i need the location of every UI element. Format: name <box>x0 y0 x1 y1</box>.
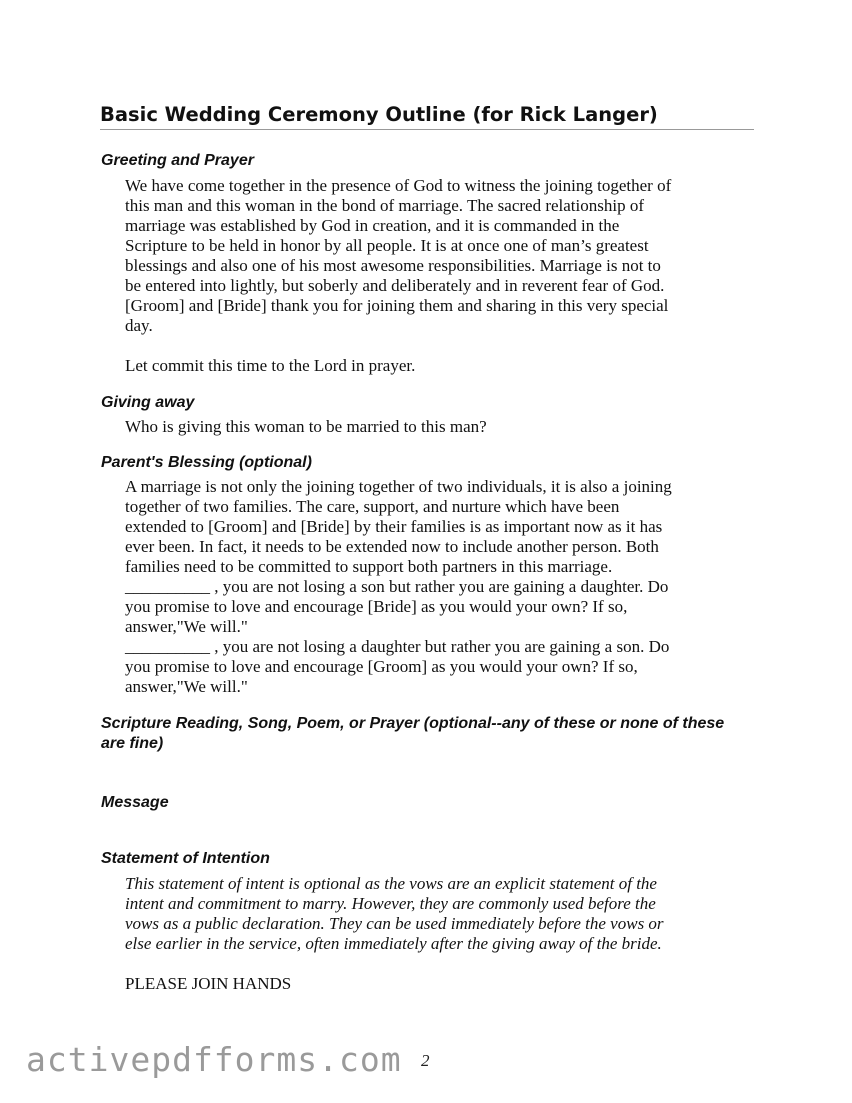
prayer-paragraph: Let commit this time to the Lord in prayer. <box>125 356 416 375</box>
intention-paragraph: This statement of intent is optional as the vows are an explicit statement of the intent and commitment to marry. However, they are commonly used before the vows as a public declaration. They can be used immediately before the vows or else earlier in the service, often immediately after the giving away of the bride. <box>125 874 664 953</box>
page-number: 2 <box>421 1051 430 1070</box>
section-heading-parents-blessing: Parent's Blessing (optional) <box>101 454 312 471</box>
greeting-paragraph: We have come together in the presence of God to witness the joining together of this man and this woman in the bond of marriage. The sacred relationship of marriage was established by God in creation, and it is commanded in the Scripture to be held in honor by all people. It is at once one of man’s greatest blessings and also one of his most awesome responsibilities. Marriage is not to be entered into lightly, but soberly and deliberately and in reverent fear of God. [Groom] and [Bride] thank you for joining them and sharing in this very special day. <box>125 176 672 335</box>
section-heading-giving-away: Giving away <box>101 394 195 411</box>
section-heading-intention: Statement of Intention <box>101 850 270 867</box>
giving-away-paragraph: Who is giving this woman to be married to this man? <box>125 417 487 436</box>
watermark: activepdfforms.com <box>26 1040 402 1079</box>
section-heading-greeting: Greeting and Prayer <box>101 152 254 169</box>
page-title: Basic Wedding Ceremony Outline (for Rick Langer) <box>100 103 754 130</box>
section-heading-message: Message <box>101 794 169 811</box>
join-hands-instruction: PLEASE JOIN HANDS <box>125 974 292 993</box>
section-heading-scripture: Scripture Reading, Song, Poem, or Prayer (optional--any of these or none of these are fine) <box>101 715 725 752</box>
parents-blessing-paragraph: A marriage is not only the joining together of two individuals, it is also a joining together of two families. The care, support, and nurture which have been extended to [Groom] and [Bride] by their families is as important now as it has ever been. In fact, it needs to be extended now to include another person. Both families need to be committed to support both partners in this marriage. __________ , you are not losing a son but rather you are gaining a daughter. Do you promise to love and encourage [Bride] as you would your own? If so, answer,"We will." __________ , you are not losing a daughter but rather you are gaining a son. Do you promise to love and encourage [Groom] as you would your own? If so, answer,"We will." <box>125 477 672 696</box>
